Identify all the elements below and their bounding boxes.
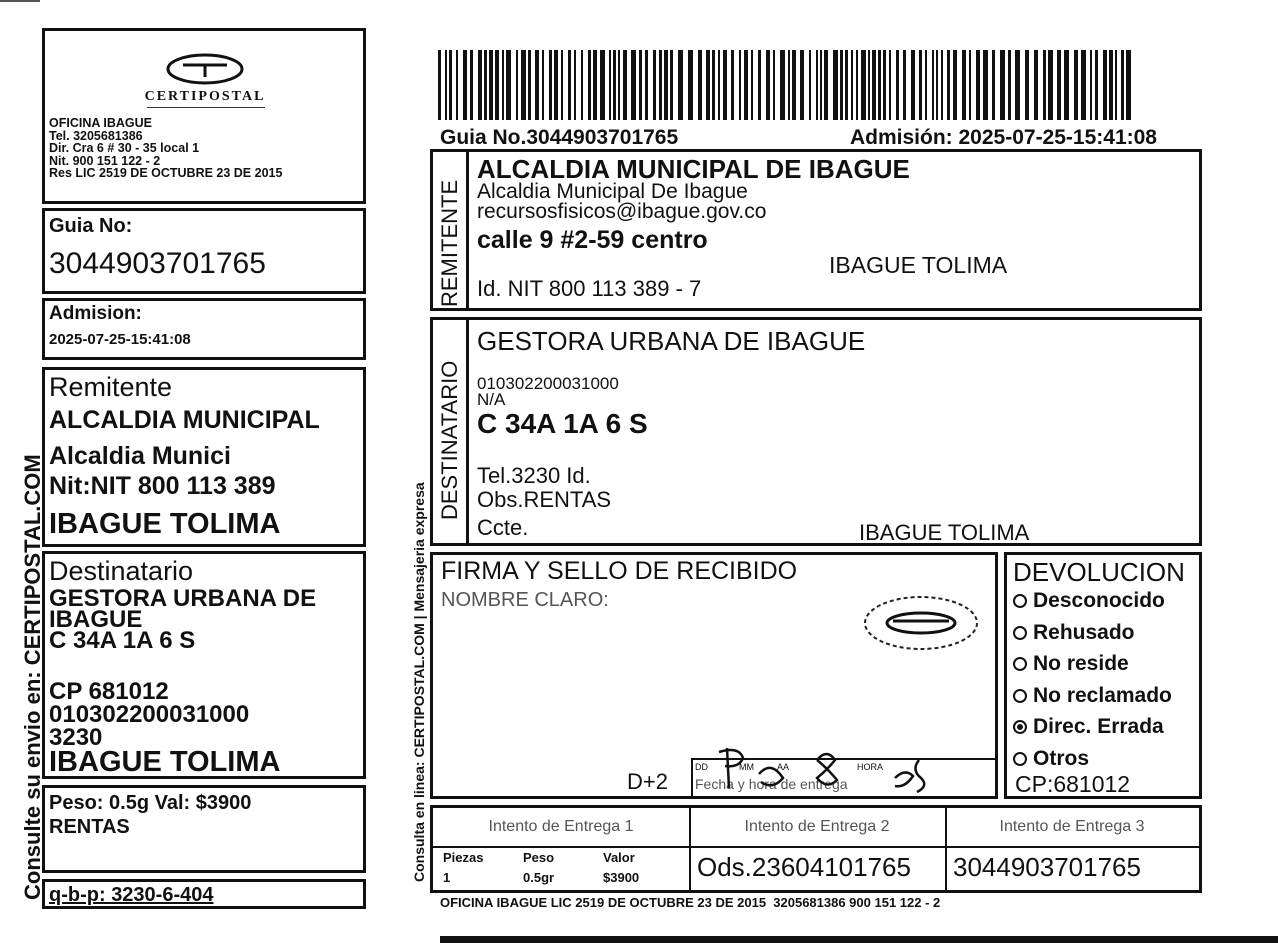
devolucion-option-label: No reclamado: [1033, 683, 1172, 707]
barcode-bar: [561, 50, 563, 120]
firma-box: [430, 552, 998, 799]
devolucion-box: [1004, 552, 1202, 799]
barcode-bar: [889, 50, 891, 120]
barcode-bar: [751, 50, 753, 120]
barcode-bar: [766, 50, 770, 120]
devolucion-options: [1013, 589, 1172, 778]
destinatario-na: N/A: [477, 390, 506, 409]
barcode-bar: [495, 50, 499, 120]
peso-value: 0.5gr: [523, 870, 555, 885]
fecha-hora-box: [691, 758, 997, 796]
office-box: [42, 28, 366, 204]
dest-stub-tel: 3230: [49, 724, 103, 751]
barcode-bar: [470, 50, 473, 120]
logo-text: CERTIPOSTAL: [144, 89, 266, 104]
destinatario-box: [430, 317, 1202, 546]
barcode-bar: [1126, 50, 1131, 120]
destinatario-obs: Obs.RENTAS: [477, 487, 612, 512]
destinatario-label: DESTINATARIO: [437, 360, 462, 520]
barcode: [438, 50, 1136, 120]
remitente-stub-sub: Alcaldia Munici: [49, 442, 231, 470]
destinatario-name: GESTORA URBANA DE IBAGUE: [477, 326, 866, 356]
top-scan-mark: [0, 0, 40, 2]
barcode-bar: [613, 50, 616, 120]
remitente-sub: Alcaldia Municipal De Ibague: [477, 180, 748, 203]
devolucion-option[interactable]: [1013, 684, 1172, 716]
intento-2: Intento de Entrega 2: [744, 818, 890, 835]
devolucion-option-label: No reside: [1033, 652, 1129, 675]
intento-3: Intento de Entrega 3: [999, 818, 1145, 835]
radio-icon[interactable]: [1013, 626, 1027, 640]
remitente-id: Id. NIT 800 113 389 - 7: [477, 276, 702, 301]
barcode-bar: [883, 50, 886, 120]
barcode-bar: [478, 50, 482, 120]
intento-1: Intento de Entrega 1: [488, 818, 634, 835]
barcode-bar: [809, 50, 811, 120]
barcode-bar: [688, 50, 693, 120]
barcode-bar: [953, 50, 957, 120]
barcode-bar: [861, 50, 866, 120]
barcode-bar: [758, 50, 761, 120]
radio-icon[interactable]: [1013, 752, 1027, 766]
handwritten-date: [699, 738, 939, 796]
barcode-bar: [484, 50, 487, 120]
devolucion-option[interactable]: [1013, 652, 1172, 684]
fecha-mm: MM: [739, 762, 754, 772]
peso-stub-line: Peso: 0.5g Val: $3900: [49, 792, 252, 814]
destinatario-stub-box: [42, 551, 366, 779]
fecha-hora: HORA: [857, 762, 884, 772]
barcode-bar: [932, 50, 934, 120]
destinatario-code: 010302200031000: [477, 374, 619, 393]
stub-side-text: Consulte su envio en: CERTIPOSTAL.COM: [20, 454, 45, 900]
dest-stub-name-2: IBAGUE: [49, 606, 143, 633]
barcode-bar: [502, 50, 504, 120]
barcode-bar: [878, 50, 881, 120]
nombre-claro: NOMBRE CLARO:: [441, 589, 609, 611]
barcode-bar: [542, 50, 544, 120]
intentos-hdivider: [433, 846, 1199, 848]
admision-value: 2025-07-25-15:41:08: [49, 331, 191, 348]
barcode-bar: [962, 50, 966, 120]
barcode-bar: [645, 50, 648, 120]
barcode-bar: [992, 50, 995, 120]
barcode-bar: [845, 50, 848, 120]
piezas-label: Piezas: [443, 850, 484, 865]
fecha-label: Fecha y hora de entrega: [695, 776, 848, 792]
remitente-stub-nit: Nit:NIT 800 113 389: [49, 472, 276, 500]
barcode-bar: [824, 50, 828, 120]
devolucion-title: DEVOLUCION: [1013, 557, 1185, 587]
remitente-address: calle 9 #2-59 centro: [477, 226, 708, 254]
bottom-scan-edge: [440, 936, 1278, 943]
barcode-bar: [856, 50, 858, 120]
barcode-bar: [1034, 50, 1038, 120]
barcode-bar: [618, 50, 620, 120]
remitente-label: REMITENTE: [437, 179, 462, 307]
dest-stub-cp: CP 681012: [49, 678, 169, 705]
valor-value: $3900: [603, 870, 640, 885]
remitente-email: recursosfisicos@ibague.gov.co: [477, 200, 767, 223]
barcode-bar: [1115, 50, 1117, 120]
peso-label: Peso: [523, 850, 555, 865]
barcode-bar: [1057, 50, 1061, 120]
barcode-bar: [1103, 50, 1107, 120]
dest-stub-name-1: GESTORA URBANA DE: [49, 585, 317, 612]
barcode-bar: [581, 50, 583, 120]
barcode-bar: [851, 50, 853, 120]
main-side-text: Consulta en linea: CERTIPOSTAL.COM | Mensajeria expresa: [411, 482, 427, 882]
barcode-bar: [1090, 50, 1092, 120]
ods-number: Ods.23604101765: [697, 852, 911, 882]
fecha-aa: AA: [777, 762, 790, 772]
barcode-bar: [1074, 50, 1078, 120]
radio-checked-icon[interactable]: [1013, 720, 1027, 734]
devolucion-option-label: Otros: [1033, 746, 1090, 770]
barcode-bar: [947, 50, 950, 120]
office-name: OFICINA IBAGUE: [49, 116, 153, 130]
barcode-bar: [678, 50, 683, 120]
barcode-bar: [1015, 50, 1020, 120]
devolucion-option[interactable]: [1013, 715, 1172, 747]
barcode-bar: [941, 50, 943, 120]
barcode-bar: [919, 50, 922, 120]
destinatario-address: C 34A 1A 6 S: [477, 408, 648, 439]
barcode-bar: [969, 50, 971, 120]
guia-box: [42, 208, 366, 294]
barcode-bar: [1064, 50, 1069, 120]
admision-box: [42, 298, 366, 360]
dest-stub-label: Destinatario: [49, 556, 194, 586]
barcode-bar: [449, 50, 452, 120]
radio-icon[interactable]: [1013, 594, 1027, 608]
barcode-bar: [872, 50, 876, 120]
remitente-stub-city: IBAGUE TOLIMA: [49, 508, 281, 540]
piezas-value: 1: [443, 870, 451, 885]
barcode-bar: [800, 50, 804, 120]
barcode-bar: [600, 50, 605, 120]
barcode-bar: [574, 50, 576, 120]
office-tel: Tel. 3205681386: [49, 128, 143, 143]
admision-line: Admisión: 2025-07-25-15:41:08: [850, 126, 1157, 149]
barcode-bar: [976, 50, 980, 120]
barcode-bar: [833, 50, 838, 120]
remitente-stub-box: [42, 367, 366, 547]
dest-stub-code: 010302200031000: [49, 701, 250, 728]
barcode-bar: [489, 50, 493, 120]
barcode-bar: [554, 50, 558, 120]
barcode-bar: [712, 50, 715, 120]
destinatario-city: IBAGUE TOLIMA: [859, 520, 1030, 545]
barcode-bar: [506, 50, 511, 120]
stamp-icon: [861, 591, 981, 655]
guia-value: 3044903701765: [49, 247, 266, 280]
barcode-bar: [723, 50, 727, 120]
remitente-city: IBAGUE TOLIMA: [829, 252, 1008, 278]
barcode-bar: [549, 50, 552, 120]
dplus-label: D+2: [627, 769, 668, 794]
barcode-bar: [1109, 50, 1113, 120]
barcode-bar: [698, 50, 702, 120]
barcode-graphic: [438, 50, 1136, 120]
barcode-bar: [438, 50, 441, 120]
qbp-box: [42, 879, 366, 909]
barcode-bar: [718, 50, 720, 120]
barcode-bar: [820, 50, 822, 120]
barcode-bar: [773, 50, 775, 120]
barcode-bar: [1043, 50, 1046, 120]
qbp-text: q-b-p: 3230-6-404: [49, 884, 214, 906]
barcode-bar: [1095, 50, 1098, 120]
barcode-bar: [463, 50, 467, 120]
devolucion-cp: CP:681012: [1015, 771, 1131, 797]
barcode-bar: [670, 50, 673, 120]
barcode-bar: [456, 50, 458, 120]
barcode-bar: [903, 50, 906, 120]
barcode-bar: [1048, 50, 1053, 120]
barcode-bar: [535, 50, 539, 120]
barcode-bar: [744, 50, 748, 120]
barcode-bar: [593, 50, 597, 120]
barcode-bar: [1025, 50, 1029, 120]
barcode-bar: [1081, 50, 1086, 120]
barcode-bar: [936, 50, 938, 120]
barcode-bar: [653, 50, 656, 120]
barcode-bar: [868, 50, 870, 120]
devolucion-option[interactable]: [1013, 589, 1172, 621]
remitente-stub-label: Remitente: [49, 372, 173, 402]
guia-label: Guia No:: [49, 215, 133, 237]
barcode-bar: [521, 50, 526, 120]
destinatario-tel: Tel.3230 Id.: [477, 463, 591, 488]
barcode-bar: [568, 50, 571, 120]
barcode-bar: [528, 50, 531, 120]
radio-icon[interactable]: [1013, 657, 1027, 671]
barcode-bar: [925, 50, 927, 120]
barcode-bar: [609, 50, 611, 120]
obs-stub: RENTAS: [49, 816, 130, 838]
barcode-bar: [1000, 50, 1005, 120]
destinatario-ccte: Ccte.: [477, 515, 529, 540]
office-res: Res LIC 2519 DE OCTUBRE 23 DE 2015: [49, 166, 283, 180]
barcode-bar: [816, 50, 818, 120]
devolucion-option-label: Rehusado: [1033, 620, 1135, 644]
barcode-bar: [639, 50, 642, 120]
barcode-bar: [664, 50, 668, 120]
intentos-box: [430, 805, 1202, 893]
firma-title: FIRMA Y SELLO DE RECIBIDO: [441, 557, 798, 585]
footer-text: OFICINA IBAGUE LIC 2519 DE OCTUBRE 23 DE 2015 3205681386 900 151 122 - 2: [440, 895, 941, 910]
admision-label: Admision:: [49, 303, 142, 324]
valor-label: Valor: [603, 850, 635, 865]
devolucion-option[interactable]: [1013, 621, 1172, 653]
devolucion-option-label: Desconocido: [1033, 589, 1165, 612]
guia-line: Guia No.3044903701765: [440, 126, 679, 149]
remitente-stub-name: ALCALDIA MUNICIPAL: [49, 406, 320, 434]
barcode-bar: [780, 50, 785, 120]
barcode-bar: [623, 50, 627, 120]
barcode-bar: [1008, 50, 1011, 120]
barcode-bar: [896, 50, 899, 120]
barcode-bar: [788, 50, 790, 120]
remitente-box: [430, 149, 1202, 311]
barcode-bar: [840, 50, 843, 120]
barcode-bar: [659, 50, 662, 120]
barcode-bar: [911, 50, 915, 120]
guia-footer-number: 3044903701765: [953, 852, 1141, 882]
remitente-name: ALCALDIA MUNICIPAL DE IBAGUE: [477, 154, 910, 184]
barcode-bar: [445, 50, 447, 120]
barcode-bar: [1121, 50, 1124, 120]
barcode-bar: [739, 50, 741, 120]
logo-rule: [147, 107, 265, 108]
barcode-bar: [516, 50, 518, 120]
barcode-bar: [631, 50, 636, 120]
devolucion-option-label: Direc. Errada: [1033, 715, 1164, 738]
barcode-bar: [983, 50, 988, 120]
dest-stub-addr: C 34A 1A 6 S: [49, 627, 196, 654]
barcode-bar: [792, 50, 796, 120]
office-dir: Dir. Cra 6 # 30 - 35 local 1: [49, 141, 200, 155]
fecha-dd: DD: [695, 762, 708, 772]
office-nit: Nit. 900 151 122 - 2: [49, 153, 161, 168]
radio-icon[interactable]: [1013, 689, 1027, 703]
dest-stub-city: IBAGUE TOLIMA: [49, 746, 281, 778]
peso-stub-box: [42, 785, 366, 873]
barcode-bar: [706, 50, 710, 120]
barcode-bar: [731, 50, 734, 120]
barcode-bar: [588, 50, 591, 120]
